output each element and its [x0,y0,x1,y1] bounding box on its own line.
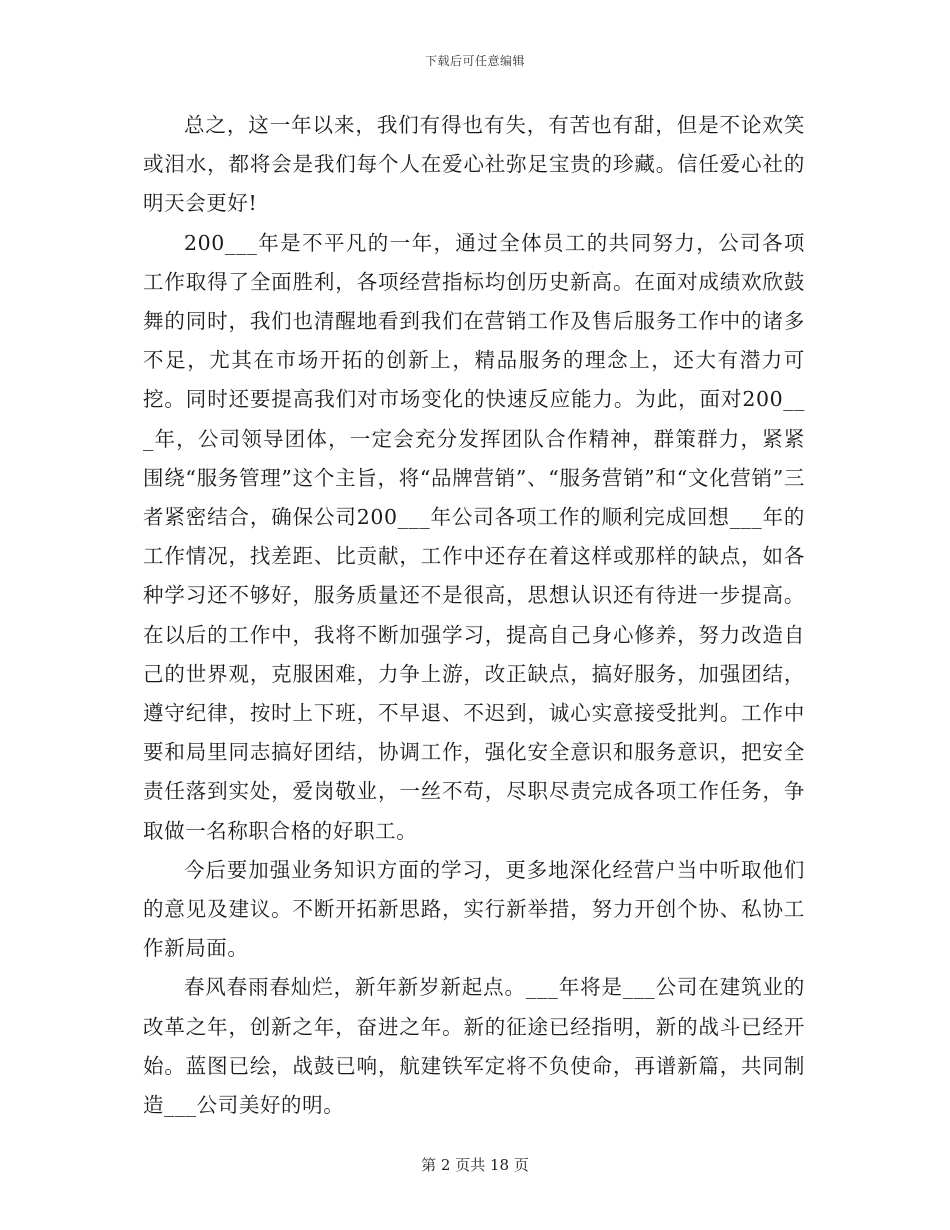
paragraph-new-year: 春风春雨春灿烂，新年新岁新起点。___年将是___公司在建筑业的改革之年，创新之年，奋进之年。新的征途已经指明，新的战斗已经开始。蓝图已绘，战鼓已响，航建铁军定将不负使命，再谱新篇，共同制造___公司美好的明。 [143,975,805,1118]
paragraph-summary: 总之，这一年以来，我们有得也有失，有苦也有甜，但是不论欢笑或泪水，都将会是我们每个人在爱心社弥足宝贵的珍藏。信任爱心社的明天会更好! [143,113,805,216]
page-header-note: 下载后可任意编辑 [424,54,525,68]
paragraph-annual-review: 200___年是不平凡的一年，通过全体员工的共同努力，公司各项工作取得了全面胜利，各项经营指标均创历史新高。在面对成绩欢欣鼓舞的同时，我们也清醒地看到我们在营销工作及售后服务工作中的诸多不足，尤其在市场开拓的创新上，精品服务的理念上，还大有潜力可挖。同时还要提高我们对市场变化的快速反应能力。为此，面对200___年，公司领导团体，一定会充分发挥团队合作精神，群策群力，紧紧围绕“服务管理”这个主旨，将“品牌营销”、“服务营销”和“文化营销”三者紧密结合，确保公司200___年公司各项工作的顺利完成回想___年的工作情况，找差距、比贡献，工作中还存在着这样或那样的缺点，如各种学习还不够好，服务质量还不是很高，思想认识还有待进一步提高。在以后的工作中，我将不断加强学习，提高自己身心修养，努力改造自己的世界观，克服困难，力争上游，改正缺点，搞好服务，加强团结，遵守纪律，按时上下班，不早退、不迟到，诚心实意接受批判。工作中要和局里同志搞好团结，协调工作，强化安全意识和服务意识，把安全责任落到实处，爱岗敬业，一丝不苟，尽职尽责完成各项工作任务，争取做一名称职合格的好职工。 [143,230,805,843]
paragraph-future-learning: 今后要加强业务知识方面的学习，更多地深化经营户当中听取他们的意见及建议。不断开拓新思路，实行新举措，努力开创个协、私协工作新局面。 [143,857,805,961]
page-number: 第 2 页共 18 页 [421,1156,529,1174]
document-body [143,106,805,1125]
